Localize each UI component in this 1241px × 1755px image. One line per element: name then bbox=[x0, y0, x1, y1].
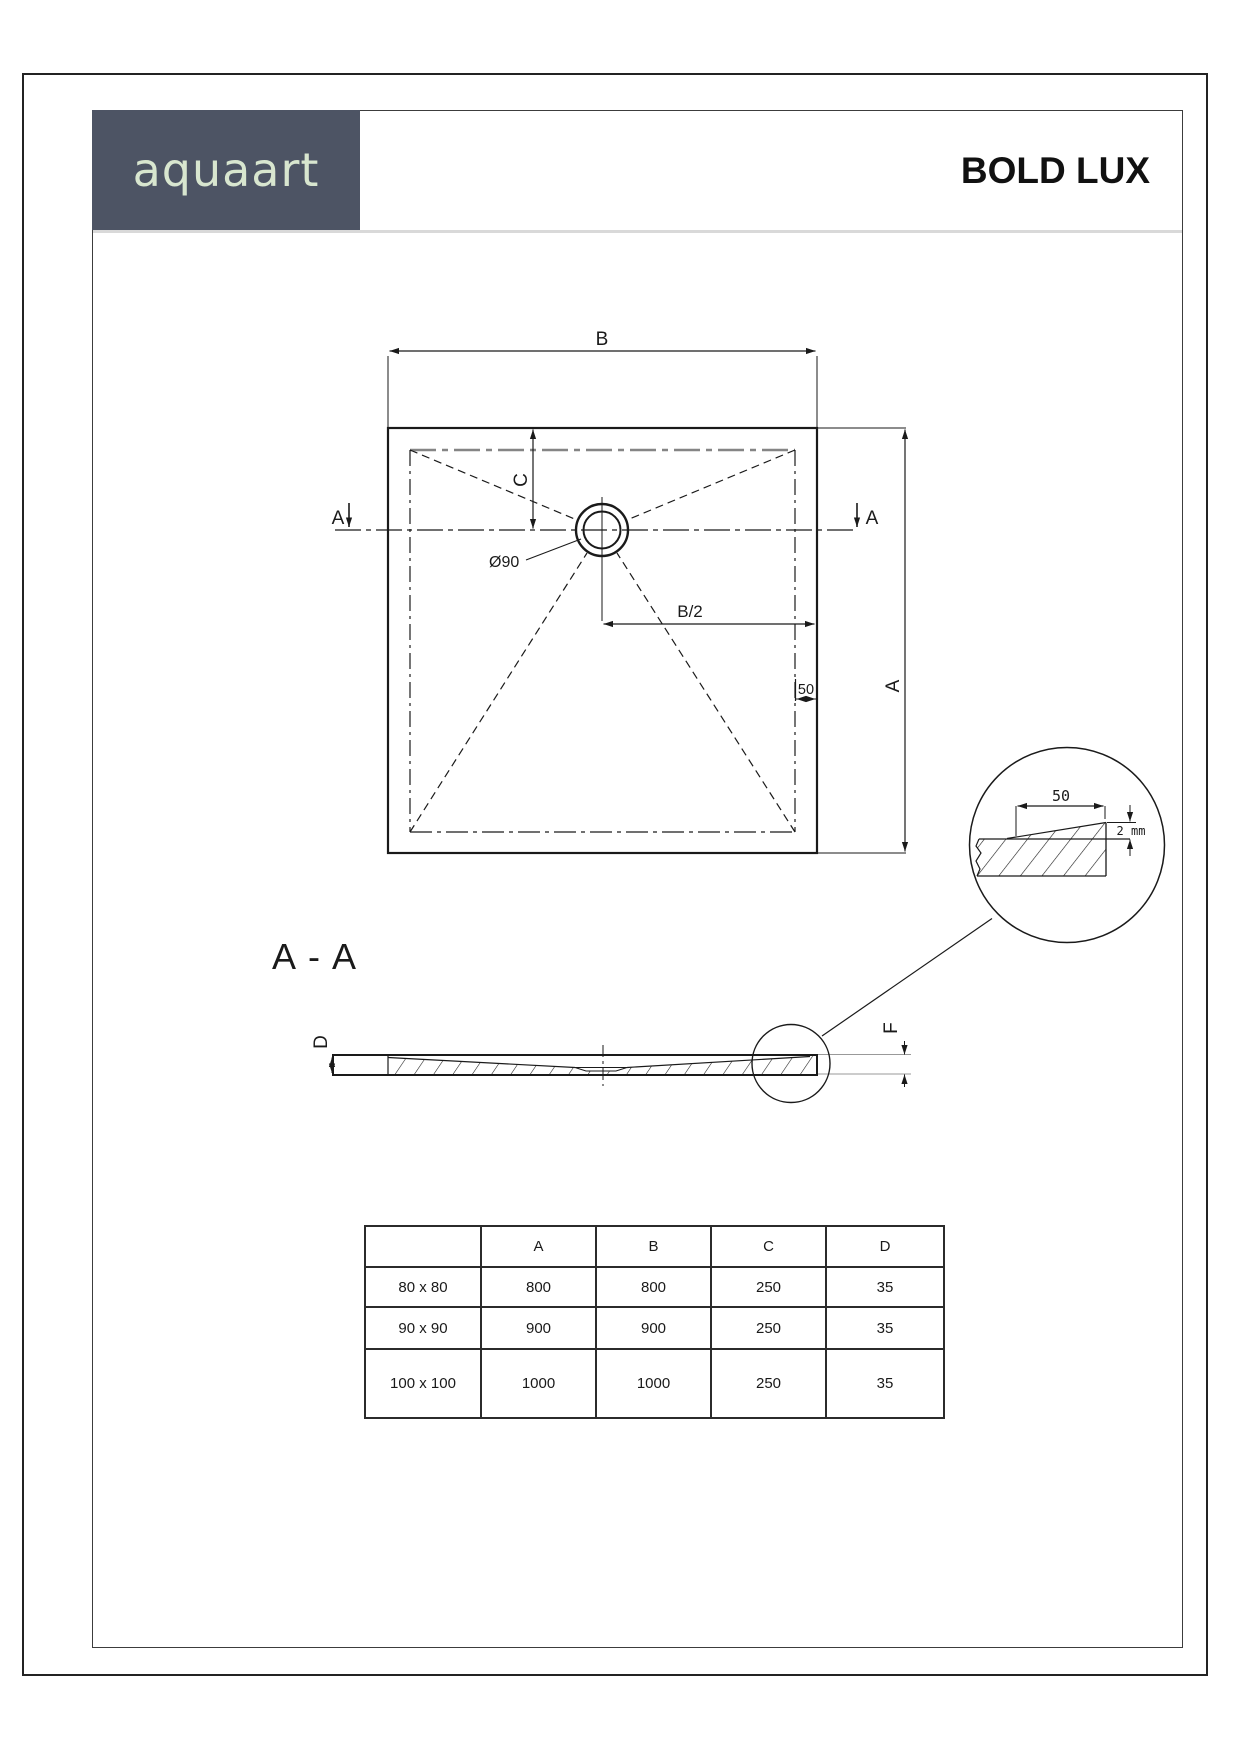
table-header-row bbox=[365, 1226, 944, 1267]
value-cell: 800 bbox=[596, 1267, 711, 1307]
size-cell: 100 x 100 bbox=[365, 1349, 481, 1418]
table-header-c: C bbox=[711, 1226, 826, 1267]
detail-50-label: 50 bbox=[1051, 787, 1071, 805]
drain-diameter-label: Ø90 bbox=[489, 554, 520, 571]
f-dim-label: F bbox=[881, 1022, 902, 1034]
section-drain-dip bbox=[575, 1068, 627, 1072]
detail-hatch bbox=[976, 823, 1106, 877]
top-view bbox=[335, 351, 906, 853]
tray-outline bbox=[388, 428, 817, 853]
cut-label-left: A bbox=[331, 508, 345, 529]
value-cell: 35 bbox=[826, 1349, 944, 1418]
edge-detail bbox=[970, 748, 1165, 943]
table-row bbox=[365, 1307, 944, 1349]
drain-leader bbox=[526, 539, 581, 560]
section-view bbox=[332, 919, 992, 1103]
table-header-b: B bbox=[596, 1226, 711, 1267]
value-cell: 1000 bbox=[596, 1349, 711, 1418]
detail-leader-line bbox=[822, 919, 992, 1037]
table-header-a: A bbox=[481, 1226, 596, 1267]
detail-2mm-label: 2 mm bbox=[1116, 824, 1146, 838]
b-half-dim-label: B/2 bbox=[677, 602, 703, 621]
dimensions-table bbox=[364, 1225, 945, 1419]
a-dim-label: A bbox=[883, 679, 904, 693]
value-cell: 250 bbox=[711, 1267, 826, 1307]
value-cell: 1000 bbox=[481, 1349, 596, 1418]
value-cell: 35 bbox=[826, 1307, 944, 1349]
table-row bbox=[365, 1267, 944, 1307]
size-cell: 80 x 80 bbox=[365, 1267, 481, 1307]
value-cell: 250 bbox=[711, 1307, 826, 1349]
b-dim-label: B bbox=[595, 329, 609, 350]
fifty-dim-label: 50 bbox=[797, 682, 815, 698]
brand-logo-text: aquaart bbox=[132, 143, 320, 197]
d-dim-label: D bbox=[311, 1035, 332, 1049]
table-corner-cell bbox=[365, 1226, 481, 1267]
value-cell: 800 bbox=[481, 1267, 596, 1307]
table-row bbox=[365, 1349, 944, 1418]
c-dim-label: C bbox=[511, 473, 532, 487]
size-cell: 90 x 90 bbox=[365, 1307, 481, 1349]
section-title: A - A bbox=[272, 936, 359, 977]
value-cell: 35 bbox=[826, 1267, 944, 1307]
product-title: BOLD LUX bbox=[960, 150, 1150, 191]
cut-label-right: A bbox=[865, 508, 879, 529]
value-cell: 250 bbox=[711, 1349, 826, 1418]
table-header-d: D bbox=[826, 1226, 944, 1267]
value-cell: 900 bbox=[596, 1307, 711, 1349]
value-cell: 900 bbox=[481, 1307, 596, 1349]
